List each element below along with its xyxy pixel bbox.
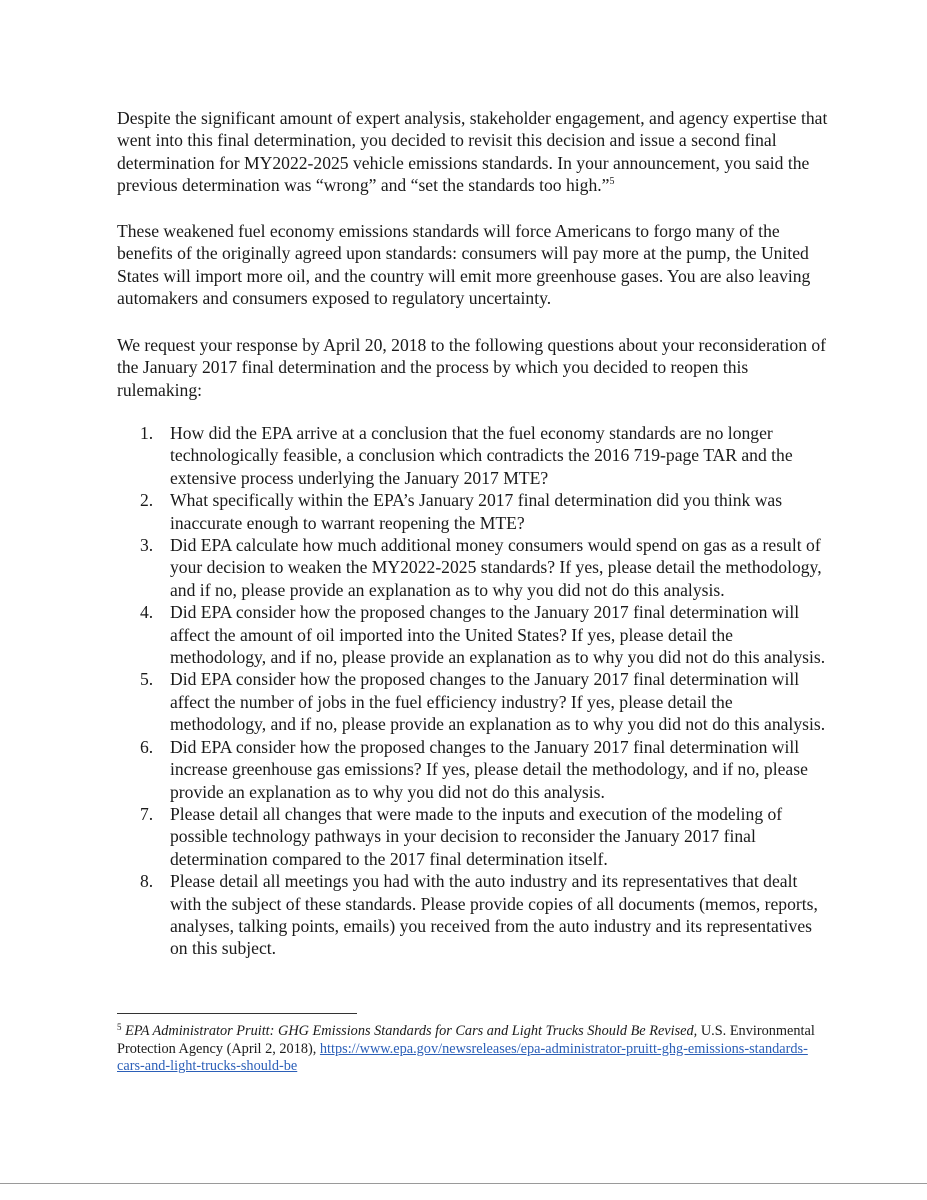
question-item — [140, 534, 832, 601]
paragraph-final-determination — [117, 107, 829, 197]
question-item — [140, 803, 832, 870]
question-item — [140, 668, 832, 735]
question-item — [140, 736, 832, 803]
footnote — [117, 1023, 833, 1076]
footnote-title: EPA Administrator Pruitt: GHG Emissions Standards for Cars and Light Trucks Should Be Revised, — [125, 1023, 698, 1039]
question-number: 3. — [140, 535, 154, 556]
paragraph-request-response: We request your response by April 20, 2018 to the following questions about your reconsideration of the January 2017 final determination and the process by which you decided to reopen this rulemaking: — [117, 335, 827, 400]
scan-edge-line — [0, 1183, 927, 1184]
question-item — [140, 489, 832, 534]
question-text: Did EPA consider how the proposed changes to the January 2017 final determination will affect the amount of oil imported into the United States? If yes, please detail the methodology, and if no, please provide an explanation as to why you did not do this analysis. — [170, 602, 826, 668]
question-number: 1. — [140, 423, 154, 443]
footnote-link[interactable]: https://www.epa.gov/newsreleases/epa-administrator-pruitt-ghg-emissions-standards-cars-and-light-trucks-should-be — [117, 1040, 808, 1075]
question-number: 6. — [140, 736, 154, 757]
question-text: Did EPA calculate how much additional money consumers would spend on gas as a result of your decision to weaken the MY2022-2025 standards? If yes, please detail the methodology, and if no, please provide an explanation as to why you did not do this analysis. — [170, 535, 822, 600]
footnote-marker: 5 — [117, 1022, 122, 1032]
question-text: Did EPA consider how the proposed changes to the January 2017 final determination will increase greenhouse gas emissions? If yes, please detail the methodology, and if no, please provide an explanation as to why you did not do this analysis. — [170, 736, 808, 802]
question-number: 4. — [140, 602, 154, 623]
question-number: 5. — [140, 669, 154, 690]
question-item — [140, 870, 832, 960]
question-text: Please detail all changes that were made to the inputs and execution of the modeling of possible technology pathways in your decision to reconsider the January 2017 final determination compared to the 2017 final determination itself. — [170, 803, 783, 869]
question-text: Did EPA consider how the proposed changes to the January 2017 final determination will affect the number of jobs in the fuel efficiency industry? If yes, please detail the methodology, and if no, please provide an explanation as to why you did not do this analysis. — [170, 669, 826, 735]
footnote-divider — [117, 1013, 357, 1014]
footnote-reference: 5 — [609, 176, 615, 188]
question-item — [140, 422, 832, 489]
question-number: 7. — [140, 803, 154, 824]
question-text: What specifically within the EPA’s January 2017 final determination did you think was inaccurate enough to warrant reopening the MTE? — [170, 490, 783, 533]
paragraph-text: Despite the significant amount of expert analysis, stakeholder engagement, and agency expertise that went into this final determination, you decided to revisit this decision and issue a second final determination for MY2022-2025 vehicle emissions standards. In your announcement, you said the previous determination was “wrong” and “set the standards too high.” — [117, 108, 828, 196]
question-text: How did the EPA arrive at a conclusion that the fuel economy standards are no longer technologically feasible, a conclusion which contradicts the 2016 719-page TAR and the extensive process underlying the January 2017 MTE? — [170, 423, 793, 488]
paragraph-weakened-standards: These weakened fuel economy emissions standards will force Americans to forgo many of the benefits of the originally agreed upon standards: consumers will pay more at the pump, the United States will import more oil, and the country will emit more greenhouse gases. You are also leaving automakers and consumers exposed to regulatory uncertainty. — [117, 221, 811, 309]
question-text: Please detail all meetings you had with the auto industry and its representatives that dealt with the subject of these standards. Please provide copies of all documents (memos, reports, analyses, talking points, emails) you received from the auto industry and its representatives on this subject. — [170, 871, 818, 959]
question-item — [140, 601, 832, 668]
question-number: 8. — [140, 871, 154, 892]
footnote-source: U.S. Environmental Protection Agency (April 2, 2018), — [117, 1023, 815, 1057]
questions-list — [140, 422, 832, 960]
question-number: 2. — [140, 490, 154, 511]
